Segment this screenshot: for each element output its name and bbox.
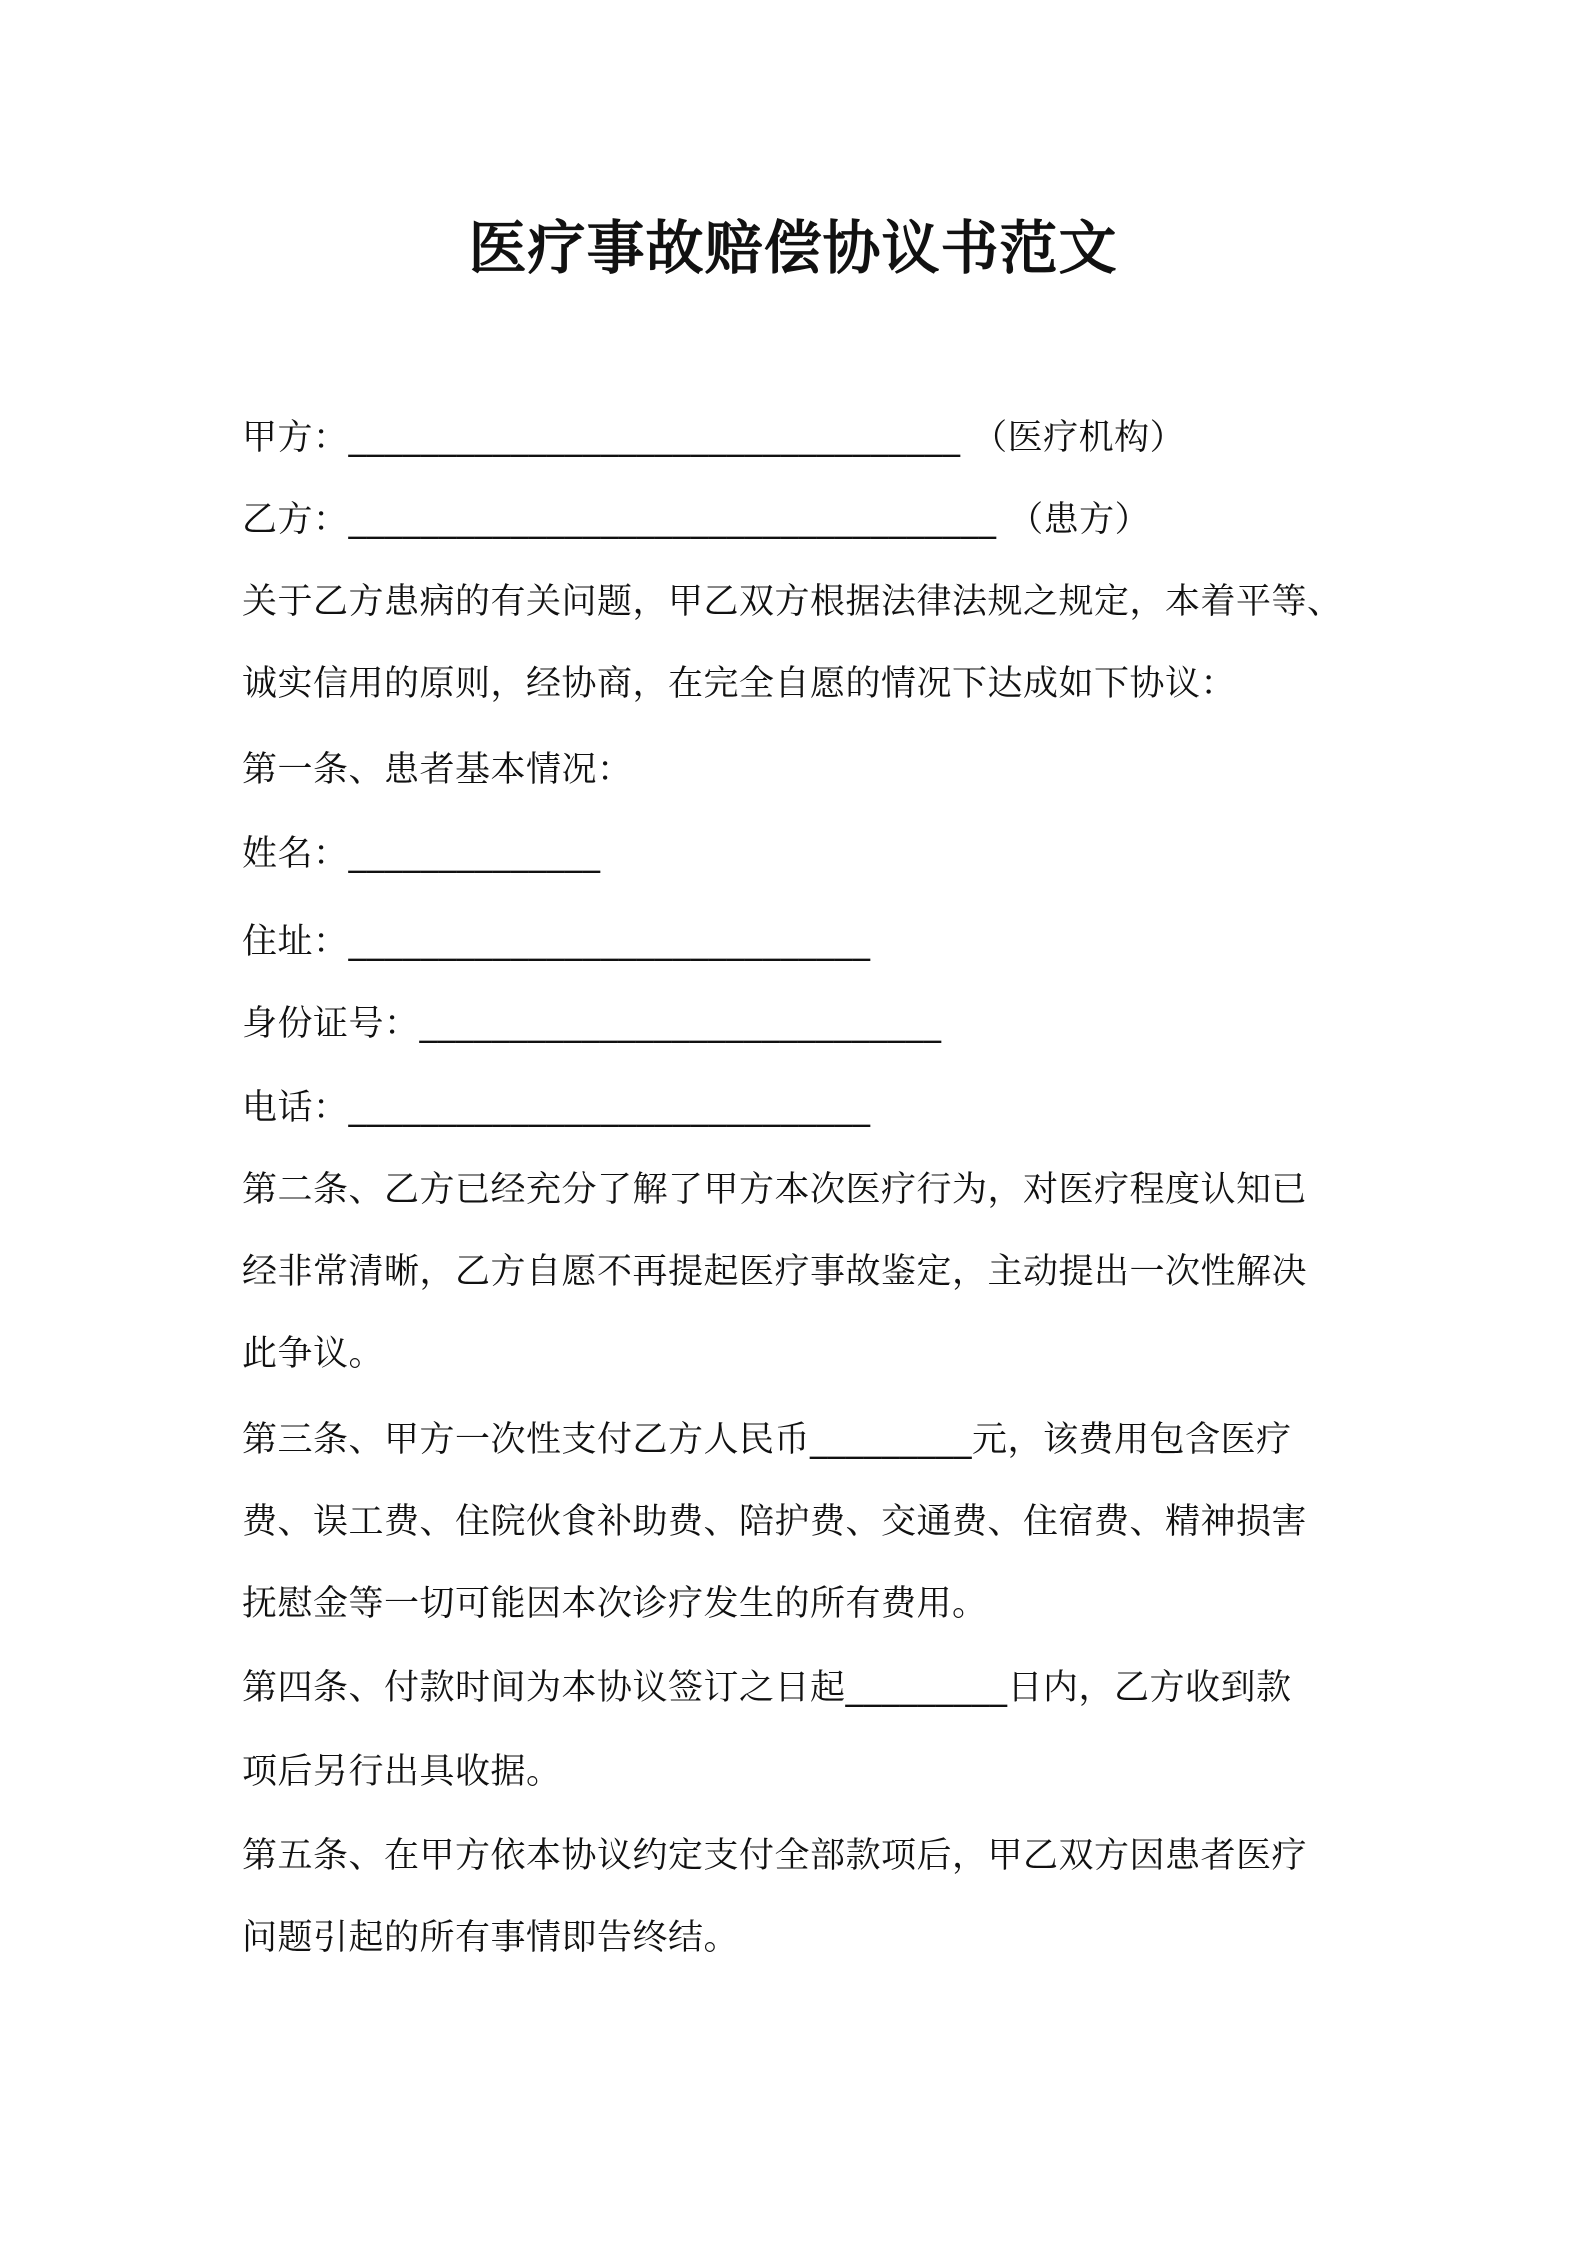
article-4-line-2: 项后另行出具收据。 xyxy=(242,1752,562,1792)
article-2-line-1: 第二条、乙方已经充分了解了甲方本次医疗行为，对医疗程度认知已 xyxy=(242,1170,1308,1210)
article-3-line-1: 第三条、甲方一次性支付乙方人民币_________元，该费用包含医疗 xyxy=(242,1420,1292,1460)
article-1-heading: 第一条、患者基本情况： xyxy=(242,750,633,790)
article-2-line-3: 此争议。 xyxy=(242,1334,385,1374)
article-2-line-2: 经非常清晰，乙方自愿不再提起医疗事故鉴定，主动提出一次性解决 xyxy=(242,1252,1308,1292)
article-3-line-3: 抚慰金等一切可能因本次诊疗发生的所有费用。 xyxy=(242,1584,988,1624)
patient-phone-line: 电话：_____________________________ xyxy=(242,1088,871,1128)
patient-address-line: 住址：_____________________________ xyxy=(242,922,871,962)
article-3-line-2: 费、误工费、住院伙食补助费、陪护费、交通费、住宿费、精神损害 xyxy=(242,1502,1308,1542)
article-5-line-2: 问题引起的所有事情即告终结。 xyxy=(242,1918,740,1958)
article-5-line-1: 第五条、在甲方依本协议约定支付全部款项后，甲乙双方因患者医疗 xyxy=(242,1836,1308,1876)
party-b-line: 乙方：____________________________________ （患方） xyxy=(242,500,1151,540)
preamble-line-2: 诚实信用的原则，经协商，在完全自愿的情况下达成如下协议： xyxy=(242,664,1237,704)
party-a-line: 甲方：__________________________________ （医疗机构） xyxy=(242,418,1186,458)
preamble-line-1: 关于乙方患病的有关问题，甲乙双方根据法律法规之规定，本着平等、 xyxy=(242,582,1343,622)
document-title: 医疗事故赔偿协议书范文 xyxy=(468,214,1118,282)
patient-name-line: 姓名：______________ xyxy=(242,834,601,874)
article-4-line-1: 第四条、付款时间为本协议签订之日起_________日内，乙方收到款 xyxy=(242,1668,1292,1708)
patient-id-number-line: 身份证号：_____________________________ xyxy=(242,1004,942,1044)
